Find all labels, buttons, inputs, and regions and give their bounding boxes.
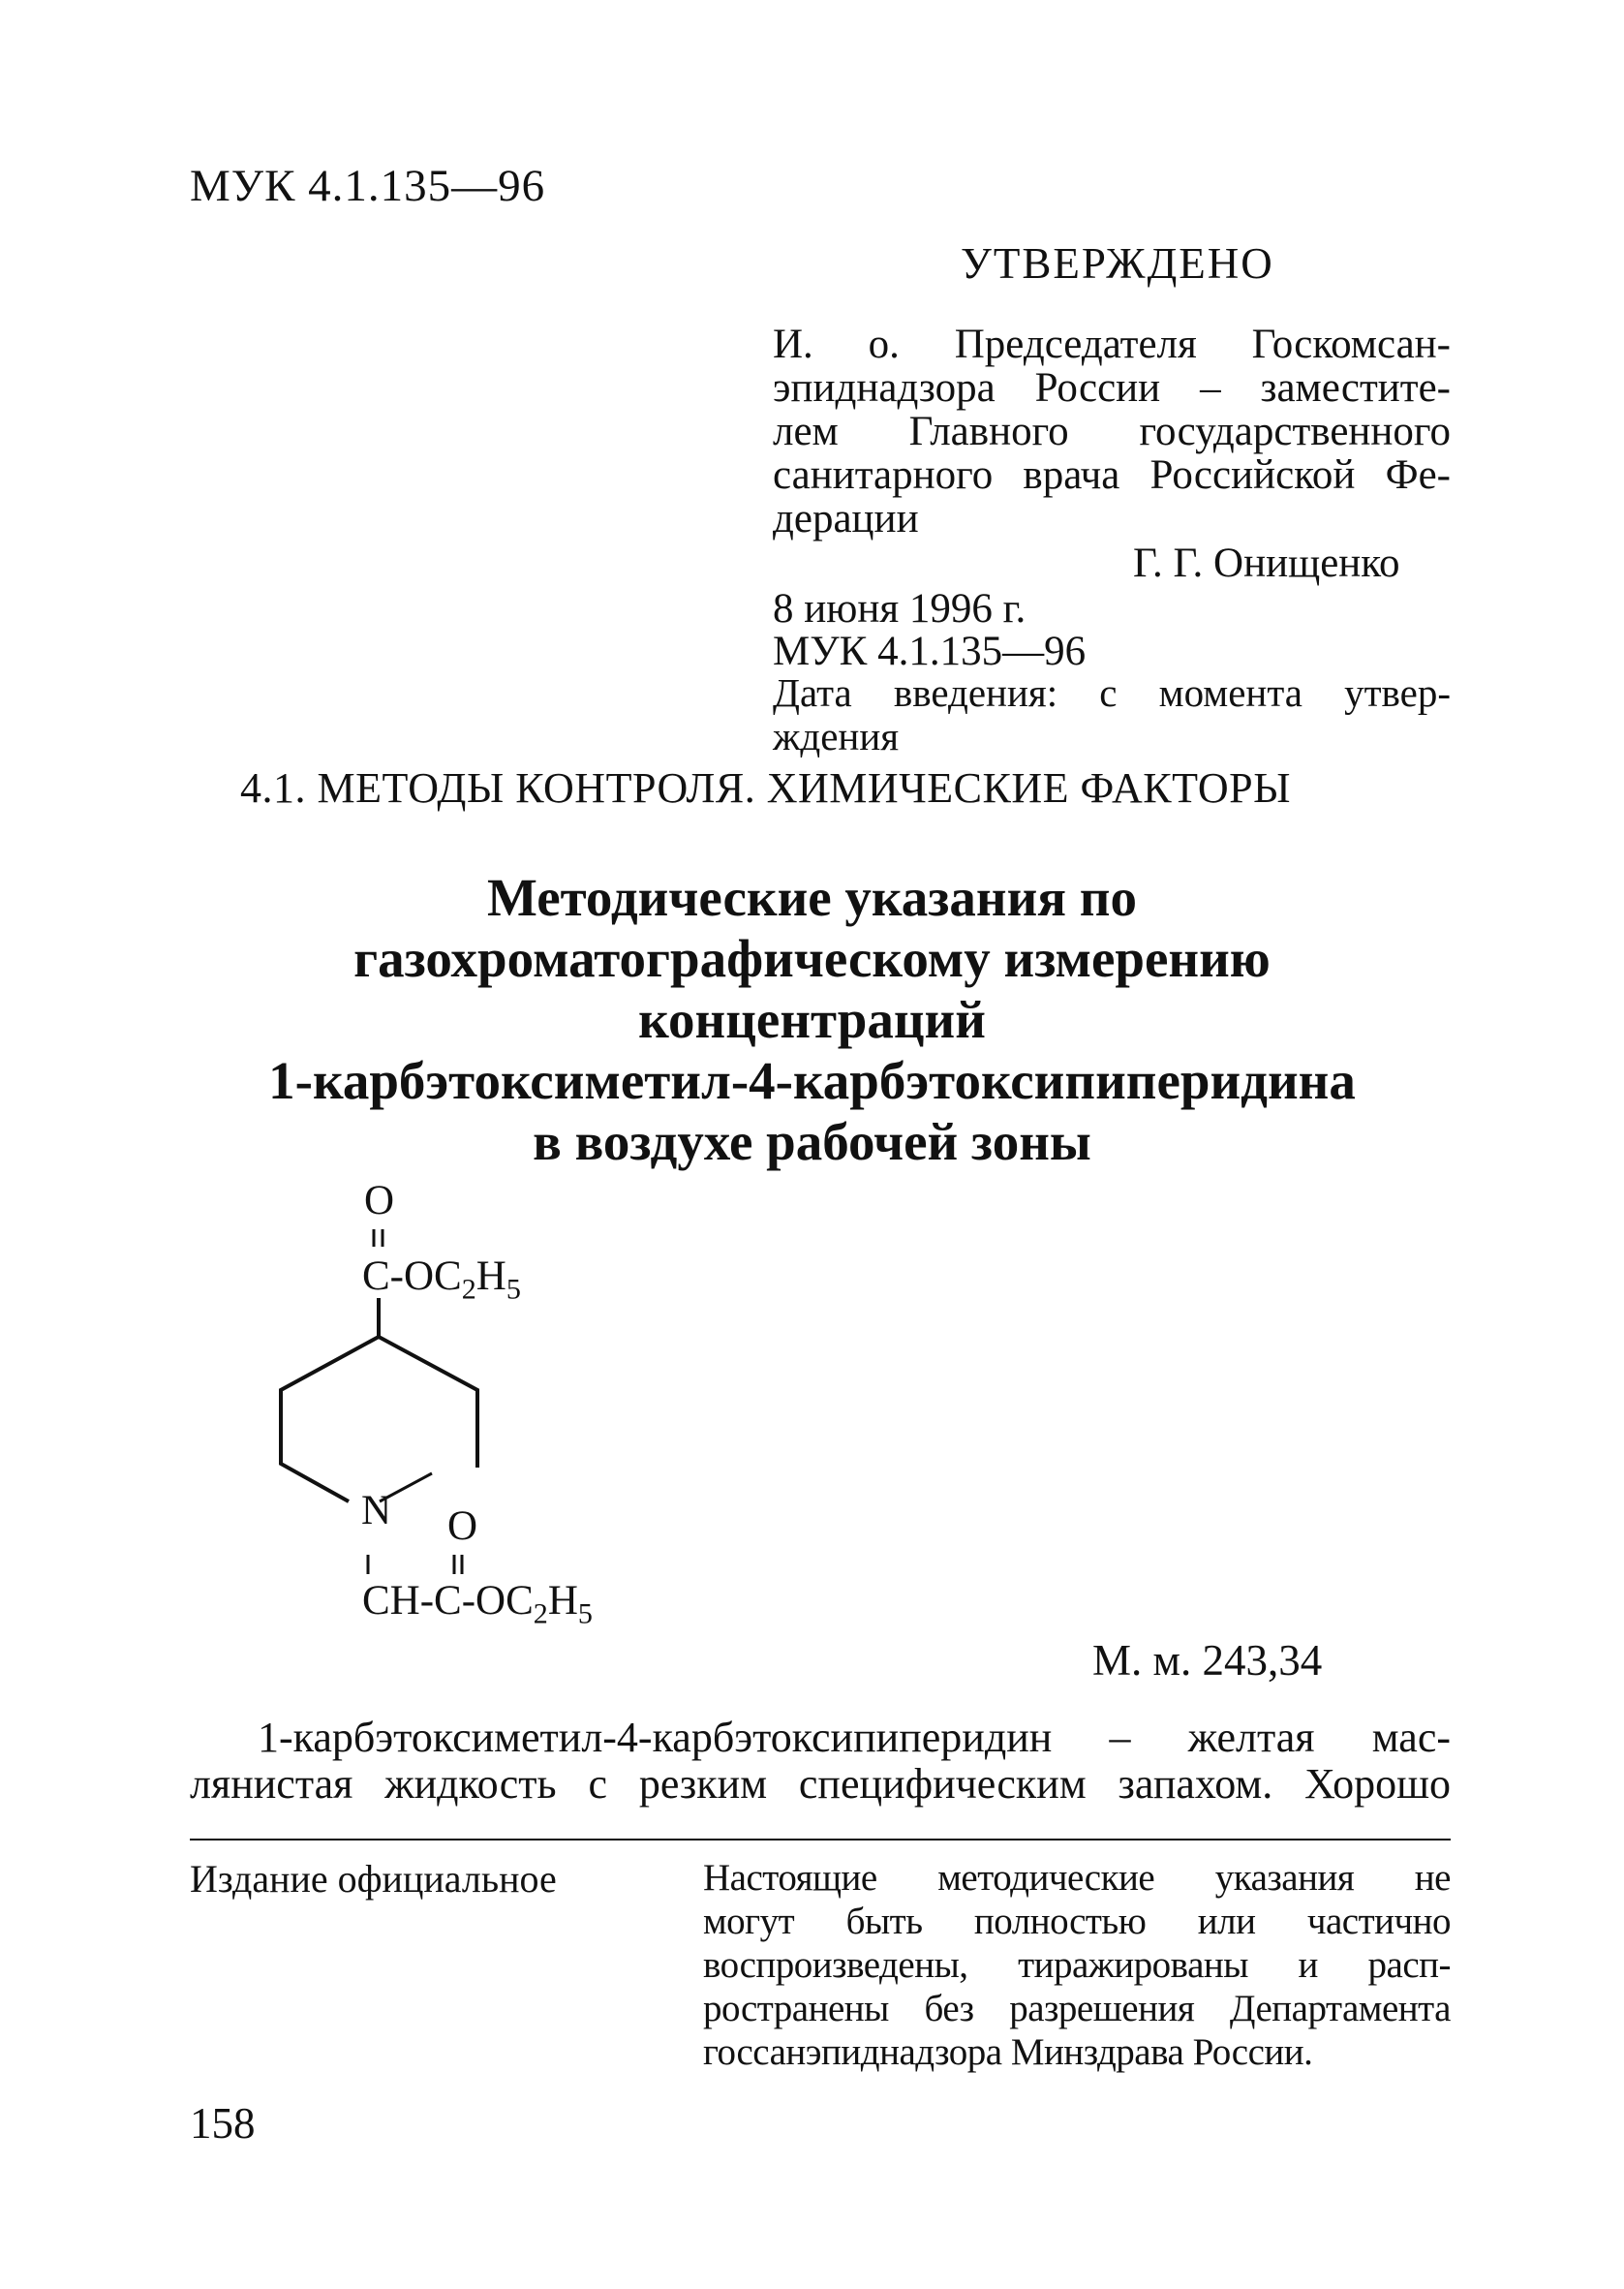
notice-line: госсанэпиднадзора Минздрава России. [703, 2031, 1313, 2073]
intro-line: ждения [773, 714, 900, 758]
copyright-notice [703, 1856, 1451, 2074]
approver-line: эпиднадзора России – заместите- [773, 365, 1451, 411]
approver-line: лем Главного государственного [773, 409, 1451, 454]
approver-line: дерации [773, 496, 919, 541]
intro-line: Дата введения: с момента утвер- [773, 670, 1451, 715]
document-title [0, 867, 1624, 1172]
description-line: 1-карбэтоксиметил-4-карбэтоксипиперидин – желтая мас- [258, 1714, 1451, 1761]
edition-label: Издание официальное [190, 1857, 557, 1901]
structure-bonds [271, 1177, 678, 1623]
nitrogen-label: N [361, 1488, 392, 1533]
introduction-date-block [773, 671, 1451, 758]
footer-divider [190, 1839, 1451, 1840]
oxygen-label: O [447, 1503, 478, 1549]
side-chain-label: $CH-C-OC_2H_5$ [362, 1578, 593, 1630]
section-heading: 4.1. МЕТОДЫ КОНТРОЛЯ. ХИМИЧЕСКИЕ ФАКТОРЫ [240, 764, 1292, 812]
approval-date: 8 июня 1996 г. [773, 586, 1026, 632]
title-line: концентраций [638, 990, 986, 1049]
molecular-weight: М. м. 243,34 [1092, 1636, 1323, 1685]
structural-formula [271, 1177, 678, 1630]
signer-name: Г. Г. Онищенко [1133, 541, 1400, 586]
document-code-header: МУК 4.1.135—96 [190, 161, 546, 211]
approval-heading: УТВЕРЖДЕНО [961, 239, 1274, 288]
title-line: Методические указания по [487, 868, 1137, 927]
notice-line: могут быть полностью или частично [703, 1901, 1451, 1942]
description-line: лянистая жидкость с резким специфическим запахом. Хорошо [190, 1760, 1451, 1808]
description-paragraph [190, 1715, 1451, 1808]
document-code: МУК 4.1.135—96 [773, 629, 1087, 674]
title-line: газохроматографическому измерению [353, 929, 1271, 988]
title-line: 1-карбэтоксиметил-4-карбэтоксипиперидина [268, 1051, 1356, 1110]
notice-line: Настоящие методические указания не [703, 1857, 1451, 1899]
approver-block [773, 323, 1451, 541]
notice-line: ространены без разрешения Департамента [703, 1988, 1451, 2029]
approver-line: санитарного врача Российской Фе- [773, 452, 1451, 498]
notice-line: воспроизведены, тиражированы и расп- [703, 1944, 1451, 1986]
title-line: в воздухе рабочей зоны [533, 1112, 1091, 1171]
oxygen-label: O [364, 1178, 395, 1223]
carboxyl-group-label: $C-OC_2H_5$ [362, 1253, 521, 1306]
page-number: 158 [190, 2099, 256, 2148]
approver-line: И. о. Председателя Госкомсан- [773, 322, 1451, 367]
